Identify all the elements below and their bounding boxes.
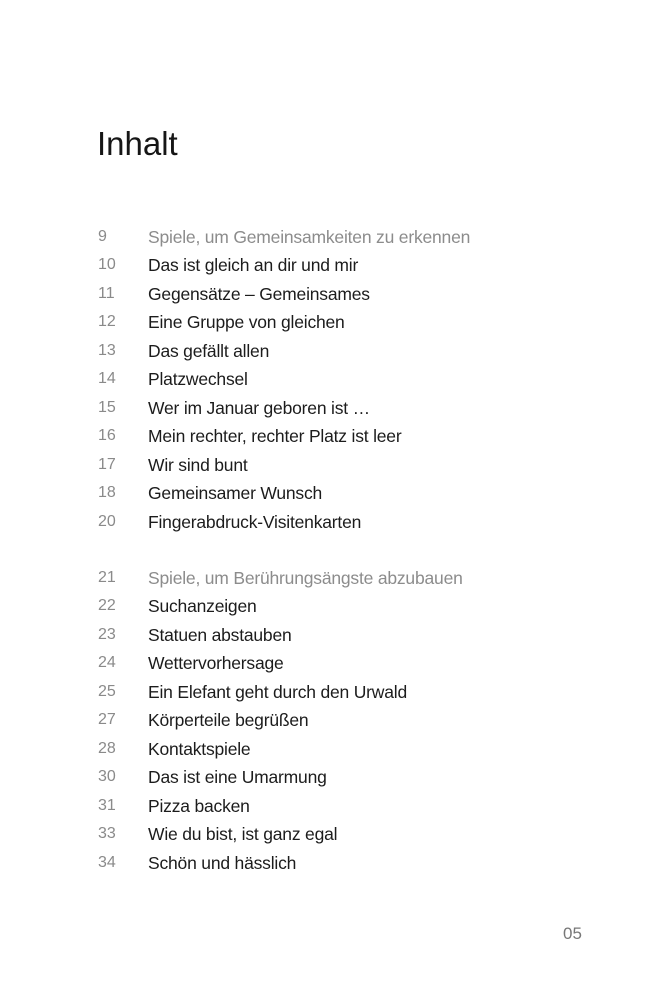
toc-entry-title: Pizza backen bbox=[148, 795, 250, 816]
toc-page-number: 27 bbox=[98, 711, 116, 729]
toc-page-number: 25 bbox=[98, 682, 116, 700]
toc-entry-title: Wie du bist, ist ganz egal bbox=[148, 824, 338, 845]
toc-page-number: 9 bbox=[98, 228, 107, 245]
toc-page-number: 16 bbox=[98, 427, 116, 445]
toc-page-number: 24 bbox=[98, 654, 116, 672]
toc-entry-title: Mein rechter, rechter Platz ist leer bbox=[148, 426, 402, 447]
toc-page-number: 20 bbox=[98, 512, 116, 530]
toc-entry-title: Gemeinsamer Wunsch bbox=[148, 483, 323, 504]
toc-page-number: 14 bbox=[98, 370, 116, 388]
toc-page-number: 23 bbox=[98, 625, 116, 643]
toc-entry-title: Schön und hässlich bbox=[148, 852, 297, 873]
toc-page-number: 13 bbox=[98, 341, 116, 359]
toc-page-number: 12 bbox=[98, 313, 116, 331]
toc-page-number: 22 bbox=[98, 597, 116, 615]
toc-entry-title: Spiele, um Gemeinsamkeiten zu erkennen bbox=[148, 227, 471, 247]
toc-page-number: 33 bbox=[98, 825, 116, 843]
toc-entry-title: Suchanzeigen bbox=[148, 596, 257, 617]
toc-page-number: 30 bbox=[98, 768, 116, 786]
toc-entry-title: Das ist eine Umarmung bbox=[148, 767, 327, 788]
toc-entry-title: Fingerabdruck-Visitenkarten bbox=[148, 511, 362, 532]
toc-page-number: 11 bbox=[98, 284, 115, 302]
toc-page-number: 34 bbox=[98, 853, 116, 871]
page-number: 05 bbox=[563, 924, 582, 943]
toc-page-number: 28 bbox=[98, 739, 116, 757]
toc-entry-title: Das ist gleich an dir und mir bbox=[148, 255, 359, 276]
toc-entry-title: Eine Gruppe von gleichen bbox=[148, 312, 345, 333]
toc-entry-title: Statuen abstauben bbox=[148, 624, 292, 645]
toc-entry-title: Ein Elefant geht durch den Urwald bbox=[148, 681, 407, 702]
page-title: Inhalt bbox=[97, 125, 178, 162]
toc-entry-title: Körperteile begrüßen bbox=[148, 710, 309, 731]
toc-page-number: 10 bbox=[98, 256, 116, 274]
toc-entry-title: Wer im Januar geboren ist … bbox=[148, 397, 370, 418]
toc-entry-title: Platzwechsel bbox=[148, 369, 248, 390]
toc-page-number: 17 bbox=[98, 455, 116, 473]
toc-page-number: 15 bbox=[98, 398, 116, 416]
toc-entry-title: Wir sind bunt bbox=[148, 454, 248, 475]
toc-entry-title: Das gefällt allen bbox=[148, 340, 270, 361]
toc-page-number: 31 bbox=[98, 796, 116, 814]
toc-page-number: 21 bbox=[98, 569, 116, 586]
toc-entry-title: Wettervorhersage bbox=[148, 653, 284, 674]
toc-page-number: 18 bbox=[98, 484, 116, 502]
toc-entry-title: Kontaktspiele bbox=[148, 738, 251, 759]
toc-entry-title: Spiele, um Berührungsängste abzubauen bbox=[148, 568, 463, 588]
toc-entry-title: Gegensätze – Gemeinsames bbox=[148, 283, 370, 304]
